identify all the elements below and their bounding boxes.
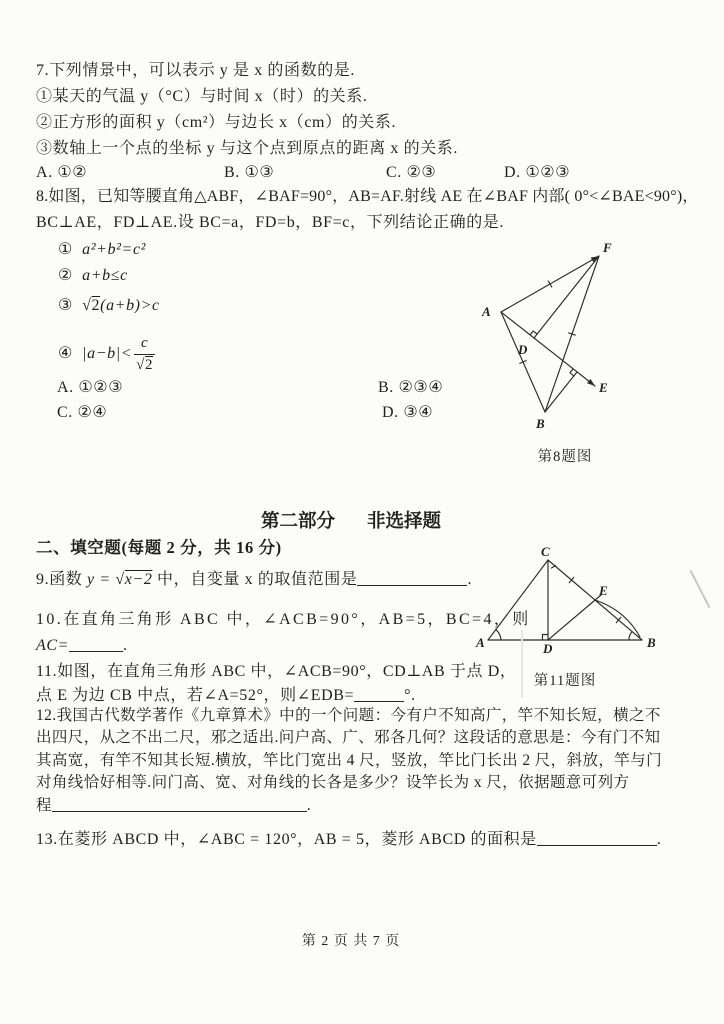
q9-post: 中，自变量 x 的取值范围是 [152, 571, 358, 588]
q9-pre: 9.函数 [36, 571, 88, 588]
question-8 [36, 184, 699, 236]
segment-DE [548, 595, 601, 640]
vertex-label-C: C [541, 544, 550, 559]
q8-option-b: B. ②③④ [378, 379, 444, 396]
radical-sign: √ [115, 571, 125, 588]
page-footer: 第 2 页 共 7 页 [301, 934, 401, 949]
q7-option-b: B. ①③ [224, 164, 275, 181]
q8-option-c: C. ②④ [57, 404, 108, 421]
vertex-label-B: B [647, 635, 656, 650]
q8-c3-rest: (a+b)>c [100, 297, 160, 314]
vertex-label-B: B [536, 416, 545, 431]
answer-blank-q10 [69, 637, 123, 652]
q8-c2-number: ② [58, 267, 73, 284]
q8-conclusion-1 [58, 237, 146, 263]
right-angle-mark-D [543, 635, 549, 641]
q8-c2-formula: a+b≤c [82, 267, 128, 284]
q8-c4-prefix: |a−b|< [82, 345, 133, 362]
question-12 [36, 705, 662, 817]
q9-function: y = [87, 571, 116, 588]
q7-item-2: ②正方形的面积 y（cm²）与边长 x（cm）的关系. [36, 114, 397, 131]
figure-q8-caption: 第8题图 [537, 449, 593, 465]
q8-c1-number: ① [58, 241, 73, 258]
q8-conclusion-4 [58, 332, 157, 376]
question-7 [36, 58, 458, 162]
q9-radicand: x−2 [124, 571, 153, 588]
vertex-label-E: E [599, 380, 608, 395]
q9-period: . [467, 571, 473, 588]
q7-item-1: ①某天的气温 y（°C）与时间 x（时）的关系. [36, 88, 368, 105]
right-angle-mark-C [570, 369, 574, 376]
vertex-label-D: D [518, 342, 528, 357]
segment-BC [545, 372, 577, 412]
q12-period: . [306, 796, 312, 814]
ray-AE [501, 312, 595, 386]
fill-in-section-heading: 二、填空题(每题 2 分，共 16 分) [36, 538, 282, 557]
q10-line2 [36, 633, 128, 659]
answer-blank-q12 [52, 797, 307, 812]
q7-stem: 7.下列情景中，可以表示 y 是 x 的函数的是. [36, 62, 356, 79]
angle-arc-A [496, 630, 501, 640]
radical-sign: √ [136, 356, 145, 373]
tick-mark-AF [548, 281, 551, 287]
q13-period: . [656, 831, 662, 848]
q8-stem-line2: BC⊥AE，FD⊥AE.设 BC=a，FD=b，BF=c，下列结论正确的是. [36, 214, 504, 231]
q10-period: . [123, 637, 128, 654]
q12-line3: 其高宽，有竿不知其长短.横放，竿比门宽出 4 尺，竖放，竿比门长出 2 尺，斜放，竿与门 [36, 751, 662, 769]
vertex-label-D: D [543, 641, 553, 656]
answer-blank-q13 [537, 831, 657, 846]
figure-q11-caption: 第11题图 [533, 673, 597, 689]
q12-line5 [36, 795, 662, 817]
vertex-label-A: A [482, 304, 491, 319]
q8-c4-fraction-denominator [134, 355, 155, 374]
q8-conclusion-3 [58, 293, 160, 319]
segment-FD [534, 256, 599, 338]
q13-pre: 13.在菱形 ABCD 中，∠ABC = 120°，AB = 5，菱形 ABCD 的面积是 [36, 831, 537, 848]
part2-title-left: 第二部分 [260, 512, 335, 532]
angle-arc-B [629, 632, 632, 640]
q8-c3-radicand: 2 [91, 297, 101, 314]
q11-line2-pre: 点 E 为边 CB 中点，若∠A=52°，则∠EDB= [36, 687, 355, 704]
q7-option-d: D. ①②③ [504, 164, 571, 181]
q7-option-a: A. ①② [36, 164, 88, 181]
q8-c4-number: ④ [58, 345, 73, 362]
q8-c4-fraction-numerator: c [134, 335, 155, 355]
figure-q8-triangle [468, 232, 633, 437]
radical-sign: √ [82, 297, 92, 314]
q8-stem-line1: 8.如图，已知等腰直角△ABF，∠BAF=90°，AB=AF.射线 AE 在∠BAF 内部( 0°<∠BAE<90°)， [36, 188, 699, 205]
vertex-label-F: F [603, 240, 612, 255]
q12-line5-pre: 程 [36, 796, 52, 814]
scan-artifact [521, 630, 523, 698]
q8-option-d: D. ③④ [382, 404, 434, 421]
answer-blank-q9 [357, 571, 467, 586]
part2-title-right: 非选择题 [367, 512, 442, 532]
q7-item-3: ③数轴上一个点的坐标 y 与这个点到原点的距离 x 的关系. [36, 140, 459, 157]
q12-line1: 12.我国古代数学著作《九章算术》中的一个问题：今有户不知高广，竿不知长短，横之不 [36, 707, 661, 724]
figure-q11-triangle [475, 546, 660, 658]
right-angle-mark-D [530, 331, 537, 335]
q8-c4-den-radicand: 2 [145, 356, 154, 373]
q7-option-c: C. ②③ [386, 164, 437, 181]
segment-AC [488, 560, 548, 640]
part2-title [0, 507, 702, 533]
q12-line2: 出四尺，从之不出二尺，邪之适出.问户高、广、邪各几何？这段话的意思是：今有门不知 [36, 729, 661, 747]
vertex-label-E: E [599, 583, 608, 598]
answer-blank-q11 [354, 687, 404, 702]
q11-line2-suffix: °. [404, 687, 416, 704]
scan-artifact [690, 570, 711, 608]
vertex-label-A: A [476, 635, 485, 650]
q11-line1: 11.如图，在直角三角形 ABC 中，∠ACB=90°，CD⊥AB 于点 D， [36, 663, 517, 680]
q8-option-a: A. ①②③ [57, 379, 124, 396]
q10-line1: 10.在直角三角形 ABC 中，∠ACB=90°，AB=5，BC=4，则 [36, 611, 531, 628]
q12-line4: 对角线恰好相等.问门高、宽、对角线的长各是多少？设竿长为 x 尺，依据题意可列方 [36, 774, 630, 792]
question-9 [36, 567, 472, 593]
question-13 [36, 827, 662, 853]
q8-conclusion-2 [58, 263, 128, 289]
q8-c4-fraction [134, 335, 155, 374]
q8-c1-formula: a²+b²=c² [82, 241, 147, 258]
q8-c3-number: ③ [58, 297, 73, 314]
angle-hatch-C [552, 566, 556, 569]
q10-line2-pre: AC= [36, 637, 70, 654]
